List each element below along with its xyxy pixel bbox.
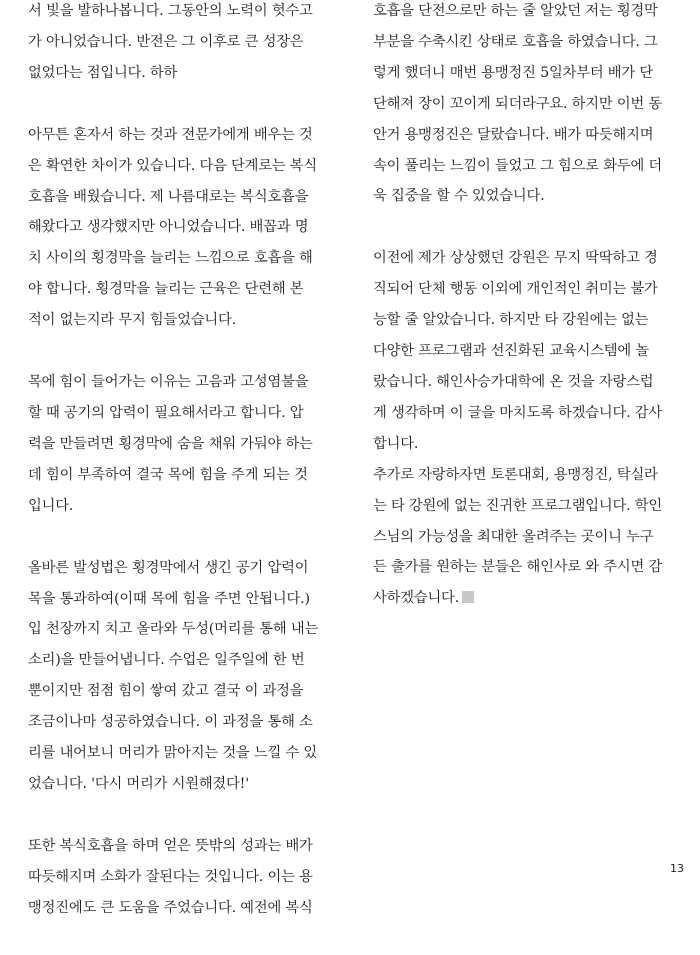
paragraph: 또한 복식호흡을 하며 얻은 뜻밖의 성과는 배가 따듯해지며 소화가 잘된다는 것입니다. 이는 용 맹정진에도 큰 도움을 주었습니다. 예전에 복식 bbox=[28, 837, 313, 916]
paragraph: 이전에 제가 상상했던 강원은 무지 딱딱하고 경 직되어 단체 행동 이외에 개인적인 취미는 불가 능할 줄 알았습니다. 하지만 타 강원에는 없는 다양한 프로그램과 선진화된 교육시스템에 놀 랐습니다. 해인사승가대학에 온 것을 자랑스럽 게 생각하며 이 글을 마치도록 하겠습니다. 감사 합니다. bbox=[373, 250, 663, 452]
paragraph: 올바른 발성법은 횡경막에서 생긴 공기 압력이 목을 통과하여(이때 목에 힘을 주면 안됩니다.) 입 천장까지 치고 올라와 두성(머리를 통해 내는 소리)을 만들어냅니다. 수업은 일주일에 한 번 뿐이지만 점점 힘이 쌓여 갔고 결국 이 과정을 조금이나마 성공하였습니다. 이 과정을 통해 소 리를 내어보니 머리가 맑아지는 것을 느낄 수 있 었습니다. '다시 머리가 시원해졌다!' bbox=[28, 559, 319, 792]
right-column bbox=[373, 0, 669, 645]
page-number: 13 bbox=[670, 862, 684, 875]
paragraph bbox=[373, 460, 669, 615]
paragraph: 서 빛을 발하나봅니다. 그동안의 노력이 헛수고 가 아니었습니다. 반전은 그 이후로 큰 성장은 없었다는 점입니다. 하하 bbox=[28, 3, 313, 81]
paragraph: 아무튼 혼자서 하는 것과 전문가에게 배우는 것 은 확연한 차이가 있습니다. 다음 단계로는 복식 호흡을 배웠습니다. 제 나름대로는 복식호흡을 해왔다고 생각했지만 아니었습니다. 배꼽과 명 치 사이의 횡경막을 늘리는 느낌으로 호흡을 해 야 합니다. 횡경막을 늘리는 근육은 단련해 본 적이 없는지라 무지 힘들었습니다. bbox=[28, 126, 318, 329]
paragraph: 목에 힘이 들어가는 이유는 고음과 고성염불을 할 때 공기의 압력이 필요해서라고 합니다. 압 력을 만들려면 횡경막에 숨을 채워 가둬야 하는 데 힘이 부족하여 결국 목에 힘을 주게 되는 것 입니다. bbox=[28, 374, 313, 514]
end-square-icon bbox=[462, 591, 474, 603]
left-column bbox=[28, 0, 324, 955]
paragraph-text: 추가로 자랑하자면 토론대회, 용맹정진, 탁실라 는 타 강원에 없는 진귀한 프로그램입니다. 학인 스님의 가능성을 최대한 올려주는 곳이니 누구 든 출가를 원하는 분들은 해인사로 와 주시면 감 사하겠습니다. bbox=[373, 466, 663, 607]
paragraph: 호흡을 단전으로만 하는 줄 알았던 저는 횡경막 부분을 수축시킨 상태로 호흡을 하였습니다. 그 렇게 했더니 매번 용맹정진 5일차부터 배가 단 단해져 장이 꼬이게 되더라구요. 하지만 이번 동 안거 용맹정진은 달랐습니다. 배가 따듯해지며 속이 풀리는 느낌이 들었고 그 힘으로 화두에 더 욱 집중을 할 수 있었습니다. bbox=[373, 3, 663, 205]
